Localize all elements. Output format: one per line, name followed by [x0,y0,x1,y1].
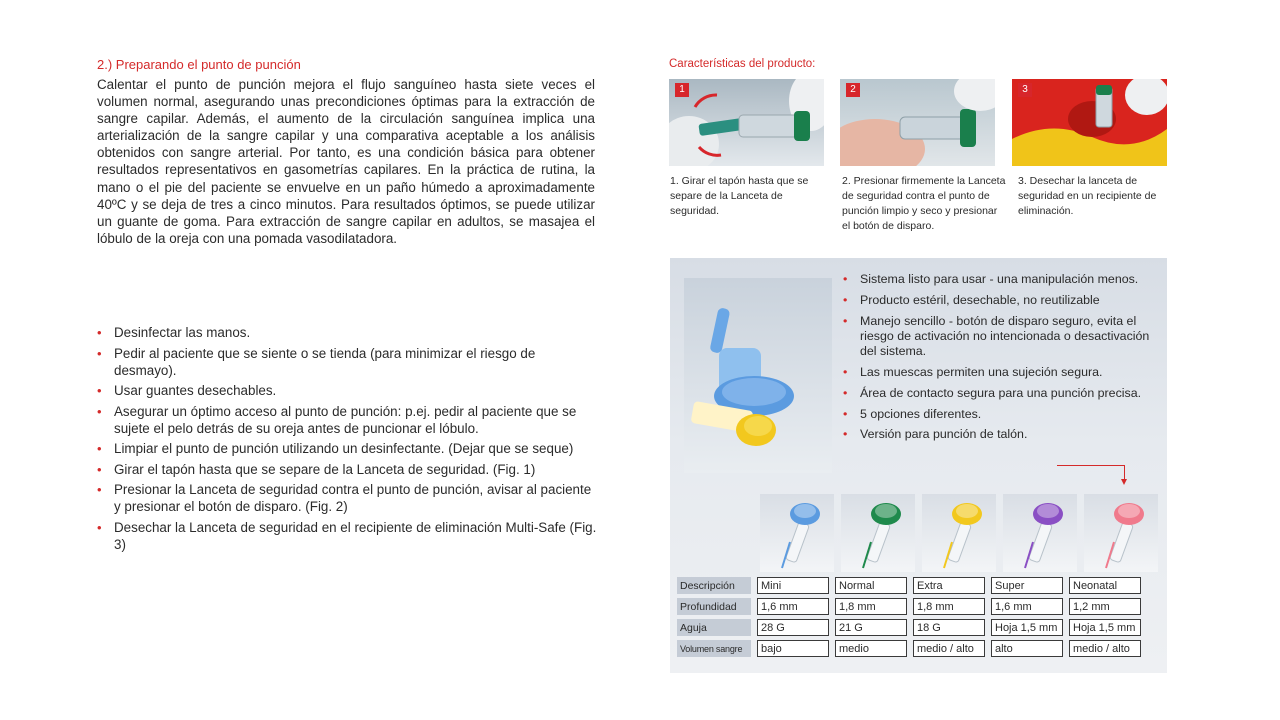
intro-paragraph: Calentar el punto de punción mejora el flujo sanguíneo hasta siete veces el volumen normal, asegurando unas precondiciones óptimas para la extracción de sangre capilar. Además, el aumento de la circulación sanguínea implica una arterialización de la sangre capilar y una comparativa aceptable a los análisis obtenidos con sangre arterial. Por tanto, es una condición básica para obtener resultados representativos en gasometrías capilares. En la práctica de rutina, la mano o el pie del paciente se envuelve en un paño húmedo a aproximadamente 40ºC y se deja de tres a cinco minutos. Para resultados óptimos, se puede utilizar un guante de goma. Para extracción de sangre capilar en adultos, se masajea el lóbulo de la oreja con una pomada vasodilatadora. [97,77,595,246]
table-cell: 1,6 mm [991,598,1063,615]
lancet-icon [1084,494,1158,572]
list-item-text: Presionar la Lanceta de seguridad contra el punto de punción, avisar al paciente y presionar el botón de disparo. (Fig. 2) [114,482,592,514]
list-item-text: Girar el tapón hasta que se separe de la Lanceta de seguridad. (Fig. 1) [114,461,536,477]
table-row [677,640,1141,657]
table-cell: medio / alto [1069,640,1141,657]
bullet-icon: • [843,406,848,421]
list-item-text: Desechar la Lanceta de seguridad en el recipiente de eliminación Multi-Safe (Fig. 3) [114,519,597,552]
list-item-text: Limpiar el punto de punción utilizando un desinfectante. (Dejar que se seque) [114,441,574,456]
row-header: Aguja [677,619,751,636]
bullet-icon: • [843,313,848,328]
lancet-icon [922,494,996,572]
list-item-text: Versión para punción de talón. [860,427,1028,442]
bullet-icon: • [97,441,102,456]
list-item [97,519,597,553]
list-item-text: Asegurar un óptimo acceso al punto de punción: p.ej. pedir al paciente que se sujete el pelo detrás de su oreja antes de puncionar el lóbulo. [114,403,577,436]
row-header: Volumen sangre [677,640,751,657]
pointer-arrow-line [1057,465,1125,466]
table-cell: 1,8 mm [913,598,985,615]
lancet-thumb-super [1003,494,1077,572]
step-number-badge: 1 [675,83,689,97]
features-title: Características del producto: [669,58,816,70]
table-cell: Normal [835,577,907,594]
table-cell: Mini [757,577,829,594]
bullet-icon: • [97,383,102,398]
table-cell: 1,2 mm [1069,598,1141,615]
list-item [97,440,597,457]
list-item [843,407,1153,422]
list-item-text: Producto estéril, desechable, no reutilizable [860,292,1100,307]
bullet-icon: • [97,519,102,535]
product-photo [684,278,832,473]
list-item-text: Desinfectar las manos. [114,325,251,340]
table-row [677,577,1141,594]
table-cell: alto [991,640,1063,657]
list-item-text: Usar guantes desechables. [114,383,277,398]
step-number-badge: 3 [1018,83,1032,97]
table-cell: medio / alto [913,640,985,657]
bullet-icon: • [843,385,848,400]
step-1-caption: 1. Girar el tapón hasta que se separe de la Lanceta de seguridad. [670,175,809,217]
bullet-icon: • [843,272,848,286]
list-item-text: Sistema listo para usar - una manipulación menos. [860,272,1139,286]
step-3-photo [1012,79,1167,166]
list-item [843,427,1153,442]
bullet-icon: • [97,345,102,361]
table-cell: 21 G [835,619,907,636]
list-item [843,272,1153,287]
list-item [97,324,597,341]
list-item [843,314,1153,360]
table-cell: Super [991,577,1063,594]
lancet-thumb-extra [922,494,996,572]
procedure-list [97,324,597,556]
bullet-icon: • [843,364,848,379]
table-cell: Extra [913,577,985,594]
lancet-icon [841,494,915,572]
list-item-text: Manejo sencillo - botón de disparo seguro, evita el riesgo de activación no intencionada o desactivación del sistema. [860,313,1150,359]
table-cell: 18 G [913,619,985,636]
bullet-icon: • [843,292,848,307]
list-item-text: 5 opciones diferentes. [860,406,982,421]
list-item-text: Área de contacto segura para una punción precisa. [860,385,1142,400]
table-row [677,619,1141,636]
list-item-text: Pedir al paciente que se siente o se tienda (para minimizar el riesgo de desmayo). [114,345,536,378]
table-cell: bajo [757,640,829,657]
lancet-icon [1003,494,1077,572]
lancet-icon [760,494,834,572]
row-header: Profundidad [677,598,751,615]
bullet-icon: • [843,427,848,442]
row-header: Descripción [677,577,751,594]
step-2-caption: 2. Presionar firmemente la Lanceta de seguridad contra el punto de punción limpio y seco y presionar el botón de disparo. [842,175,1006,232]
list-item [843,386,1153,401]
list-item-text: Las muescas permiten una sujeción segura. [860,364,1103,379]
bullet-icon: • [97,325,102,340]
table-cell: 1,6 mm [757,598,829,615]
list-item [843,365,1153,380]
list-item [97,345,597,379]
step-3-caption: 3. Desechar la lanceta de seguridad en un recipiente de eliminación. [1018,175,1157,217]
bullet-icon: • [97,403,102,419]
step-number-badge: 2 [846,83,860,97]
table-cell: 28 G [757,619,829,636]
table-cell: medio [835,640,907,657]
step-2-photo [840,79,995,166]
table-cell: Hoja 1,5 mm [1069,619,1141,636]
spec-table [671,573,1147,661]
list-item [97,481,597,515]
list-item [843,293,1153,308]
table-cell: 1,8 mm [835,598,907,615]
table-row [677,598,1141,615]
lancet-thumb-normal [841,494,915,572]
step-1-photo [669,79,824,166]
section-heading: 2.) Preparando el punto de punción [97,57,301,72]
table-cell: Hoja 1,5 mm [991,619,1063,636]
list-item [97,382,597,399]
arrow-down-icon [1121,479,1127,485]
table-cell: Neonatal [1069,577,1141,594]
bullet-icon: • [97,482,102,497]
list-item [97,461,597,478]
feature-list [843,272,1153,448]
lancet-thumb-mini [760,494,834,572]
list-item [97,403,597,437]
lancet-thumb-neonatal [1084,494,1158,572]
bullet-icon: • [97,461,102,477]
